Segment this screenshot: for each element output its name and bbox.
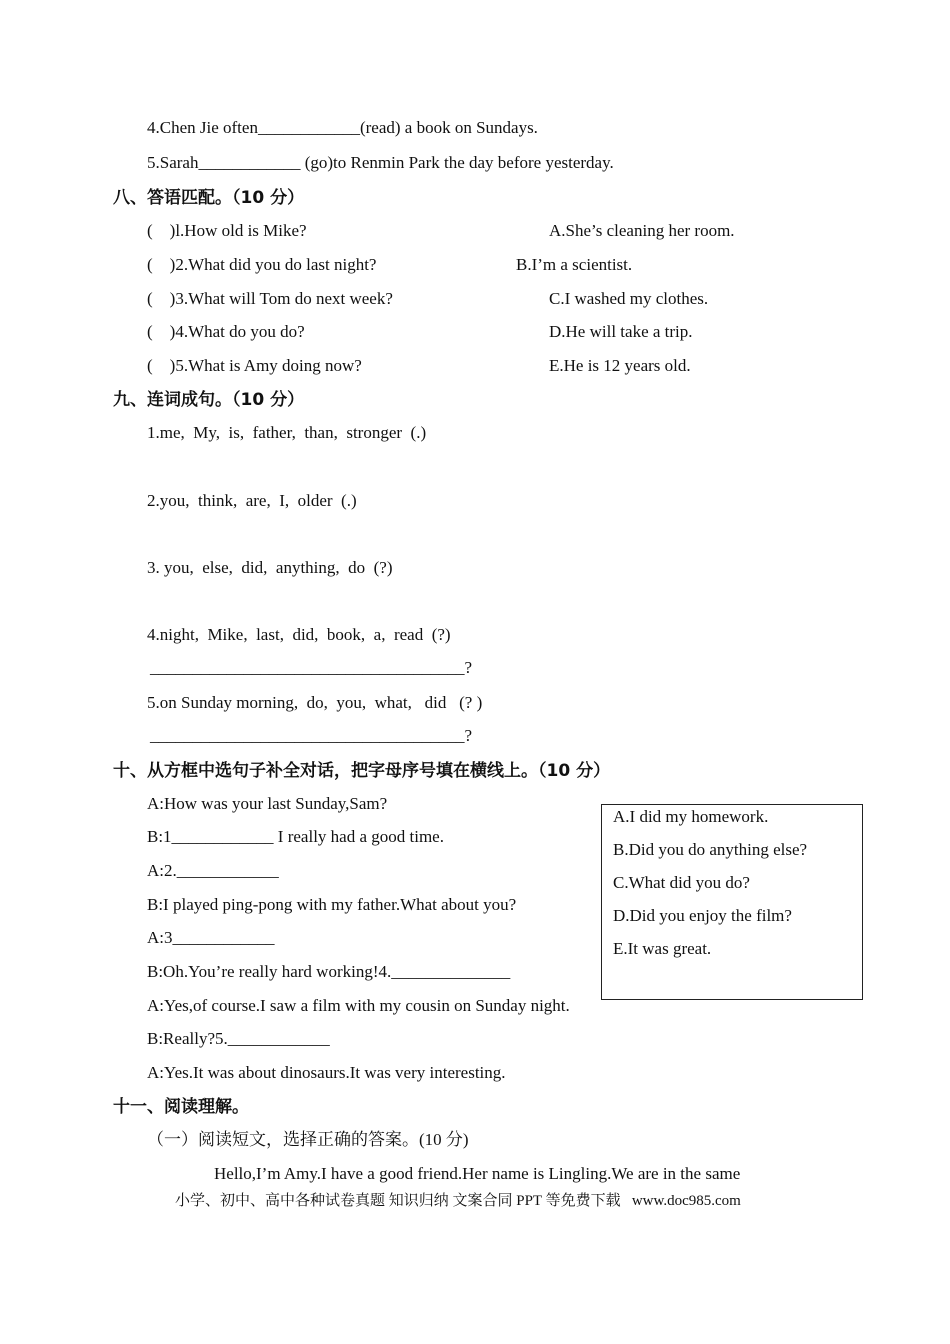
match-question: ( )2.What did you do last night?	[147, 255, 377, 274]
dialogue-line: A:3____________	[147, 928, 275, 947]
word-order-item: 5.on Sunday morning, do, you, what, did (? )	[147, 693, 483, 712]
option-item: E.It was great.	[613, 939, 712, 958]
match-question: ( )5.What is Amy doing now?	[147, 356, 362, 375]
word-order-item: 3. you, else, did, anything, do (?)	[147, 558, 393, 577]
dialogue-line: B:Really?5.____________	[147, 1029, 330, 1048]
match-question: ( )l.How old is Mike?	[147, 221, 307, 240]
match-answer: D.He will take a trip.	[549, 322, 693, 341]
option-item: A.I did my homework.	[613, 807, 769, 826]
word-order-item: 4.night, Mike, last, did, book, a, read (?)	[147, 625, 451, 644]
section11-subtitle: （一）阅读短文，选择正确的答案。(10 分)	[147, 1130, 469, 1149]
match-answer: C.I washed my clothes.	[549, 289, 709, 308]
section10-title: 十、从方框中选句子补全对话，把字母序号填在横线上。（10 分）	[113, 761, 611, 781]
dialogue-line: A:Yes,of course.I saw a film with my cousin on Sunday night.	[147, 996, 570, 1015]
fill-in-q5: 5.Sarah____________ (go)to Renmin Park the day before yesterday.	[147, 153, 614, 172]
option-item: B.Did you do anything else?	[613, 840, 808, 859]
dialogue-line: B:I played ping-pong with my father.What about you?	[147, 895, 517, 914]
section9-title: 九、连词成句。（10 分）	[113, 390, 305, 410]
options-box	[601, 804, 863, 1000]
answer-line: _____________________________________?	[150, 726, 473, 745]
match-answer: E.He is 12 years old.	[549, 356, 691, 375]
match-answer: B.I’m a scientist.	[516, 255, 633, 274]
passage-text: Hello,I’m Amy.I have a good friend.Her name is Lingling.We are in the same	[214, 1164, 741, 1183]
section11-title: 十一、阅读理解。	[113, 1097, 249, 1117]
answer-line: _____________________________________?	[150, 658, 473, 677]
match-question: ( )4.What do you do?	[147, 322, 305, 341]
dialogue-line: A:How was your last Sunday,Sam?	[147, 794, 388, 813]
word-order-item: 2.you, think, are, I, older (.)	[147, 491, 357, 510]
footer-text: 小学、初中、高中各种试卷真题 知识归纳 文案合同 PPT 等免费下载 www.doc985.com	[175, 1193, 741, 1209]
fill-in-q4: 4.Chen Jie often____________(read) a book on Sundays.	[147, 118, 538, 137]
section8-title: 八、答语匹配。（10 分）	[113, 188, 305, 208]
dialogue-line: B:Oh.You’re really hard working!4.______________	[147, 962, 511, 981]
dialogue-line: A:Yes.It was about dinosaurs.It was very interesting.	[147, 1063, 506, 1082]
option-item: C.What did you do?	[613, 873, 750, 892]
word-order-item: 1.me, My, is, father, than, stronger (.)	[147, 423, 427, 442]
dialogue-line: B:1____________ I really had a good time.	[147, 827, 444, 846]
option-item: D.Did you enjoy the film?	[613, 906, 792, 925]
match-answer: A.She’s cleaning her room.	[549, 221, 735, 240]
dialogue-line: A:2.____________	[147, 861, 279, 880]
match-question: ( )3.What will Tom do next week?	[147, 289, 393, 308]
